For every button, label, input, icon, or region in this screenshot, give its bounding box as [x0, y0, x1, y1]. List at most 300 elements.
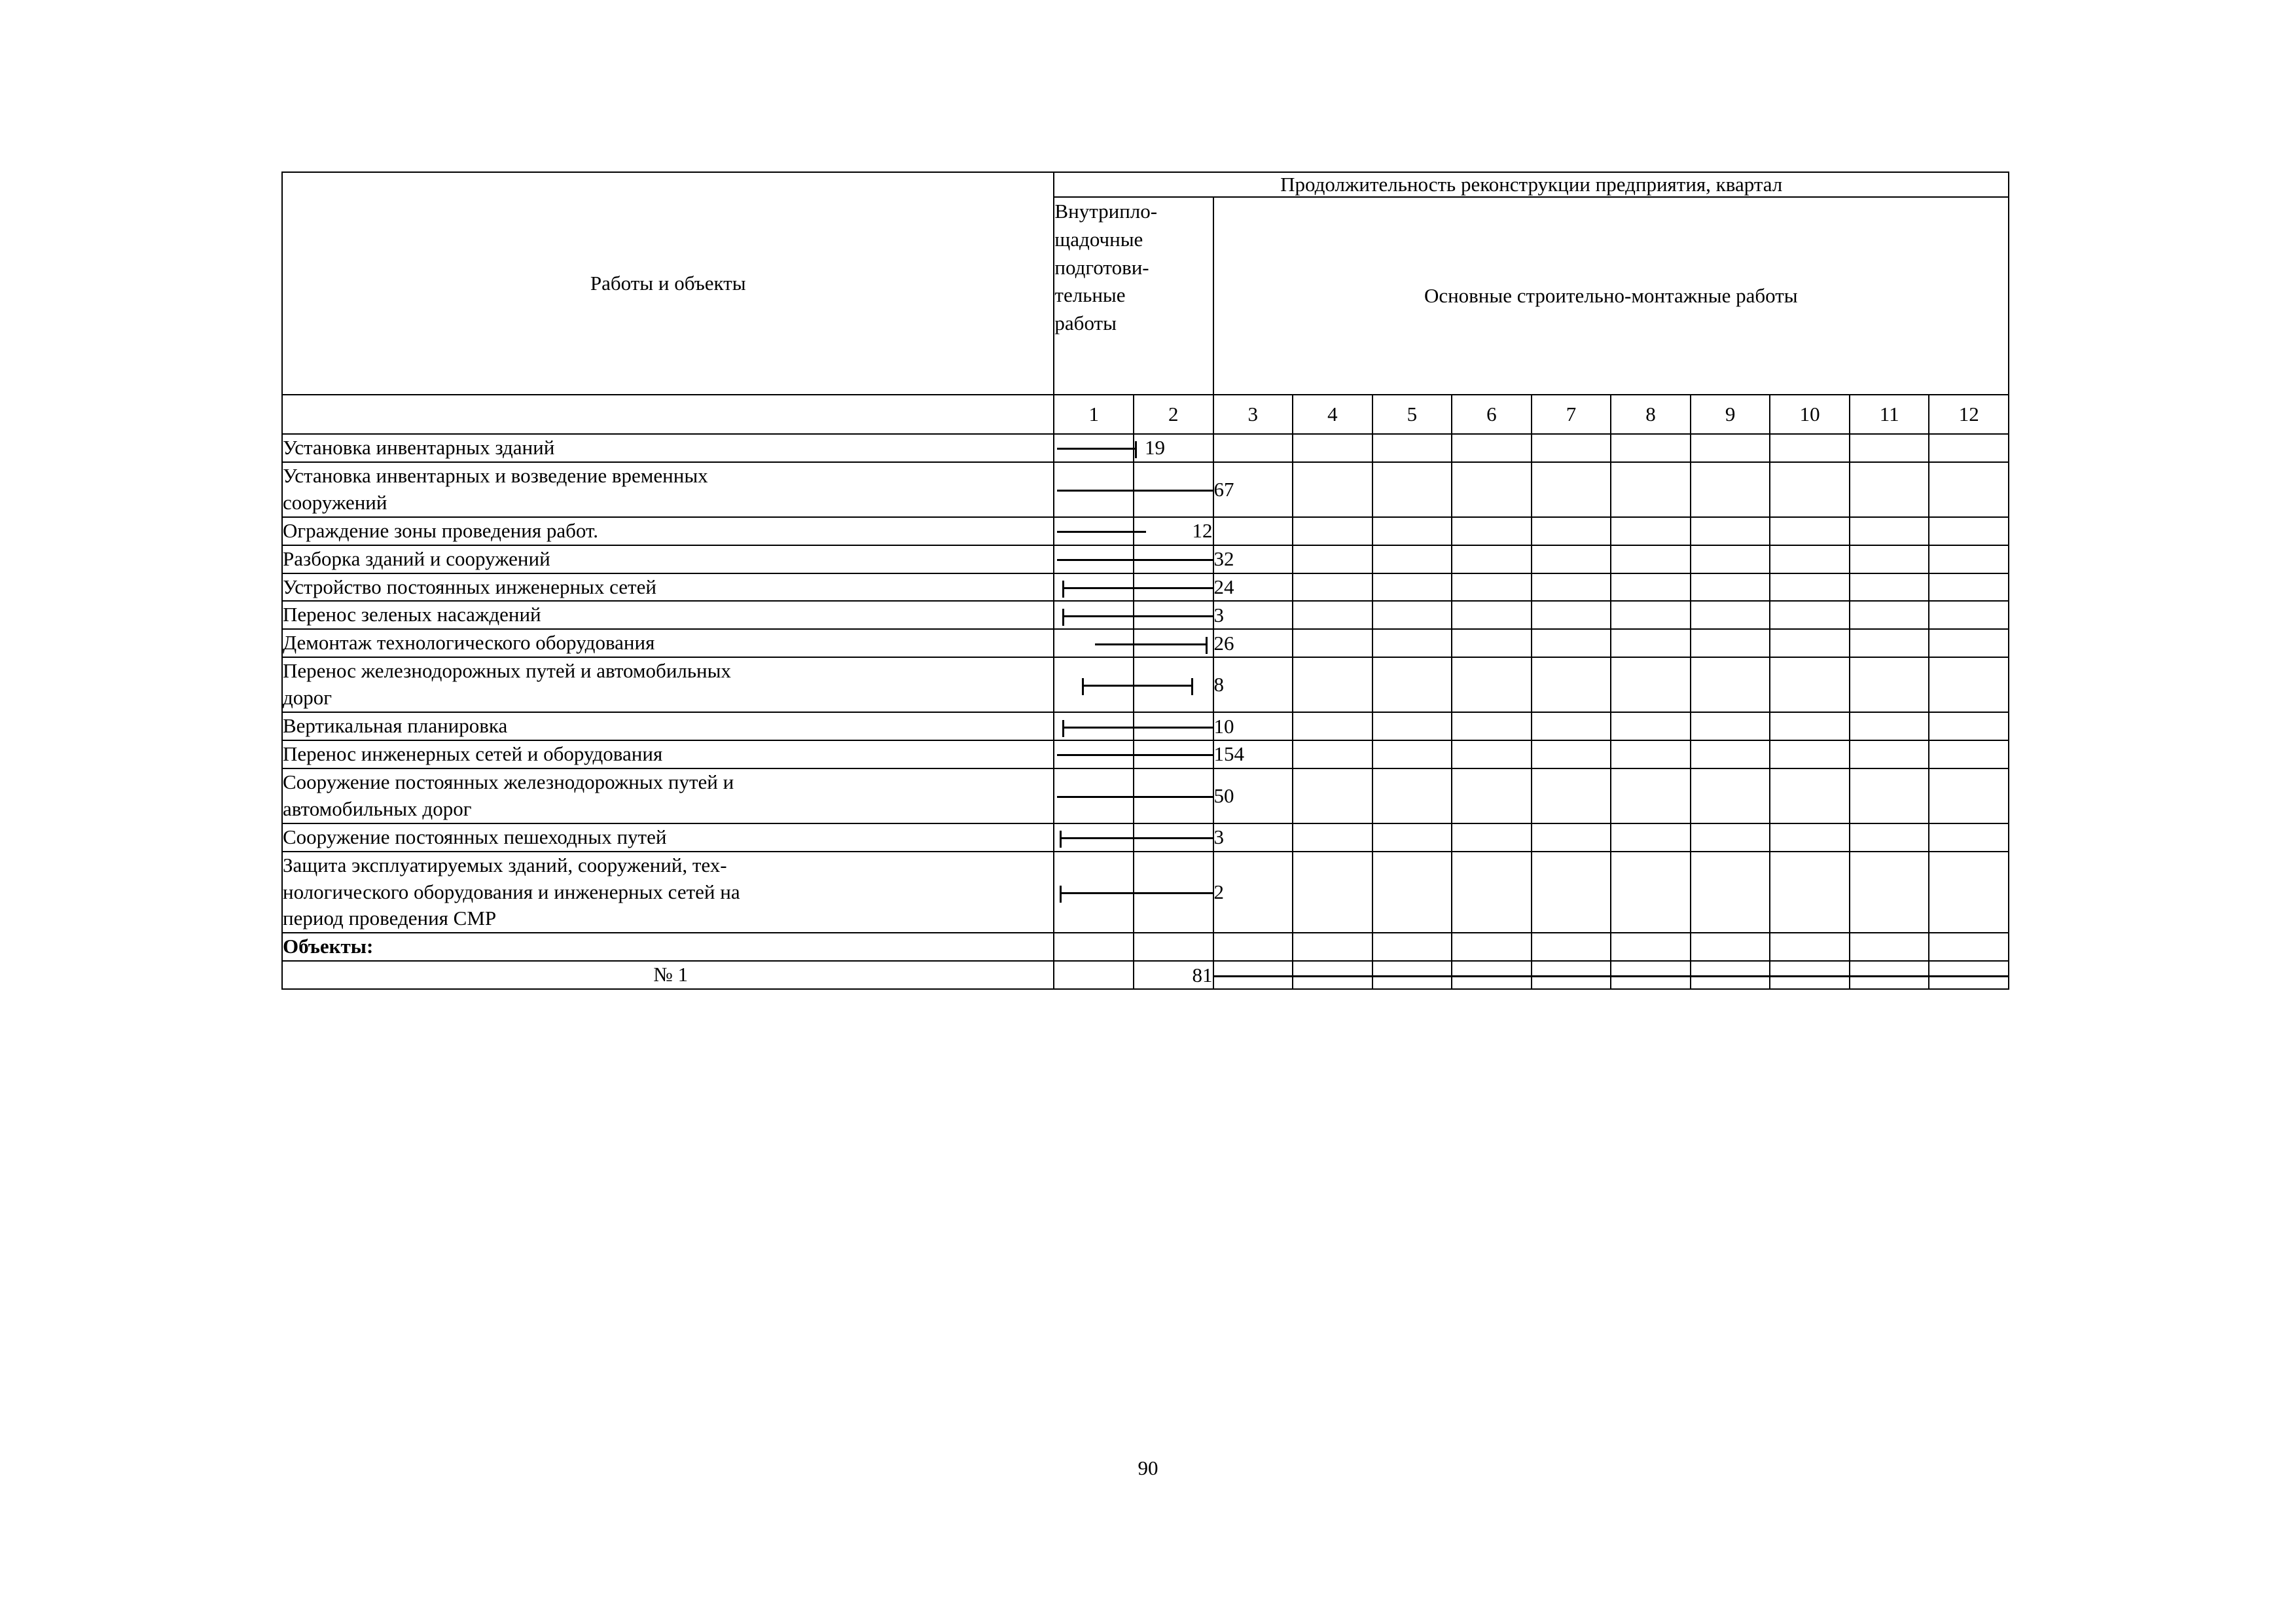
task-line: Сооружение постоянных пешеходных путей [283, 825, 667, 848]
q-cell [1850, 517, 1929, 545]
header-prep-line-4: тельные [1054, 283, 1126, 307]
duration-value-cell [1213, 740, 1293, 768]
page-number: 90 [1138, 1456, 1158, 1479]
gantt-bar [1928, 975, 2009, 977]
q-cell [1372, 852, 1452, 933]
duration-value-cell [1134, 517, 1213, 545]
q-cell [1929, 434, 2009, 462]
q-cell [1850, 852, 1929, 933]
task-name-cell [282, 740, 1054, 768]
table-row [282, 434, 2009, 462]
q-cell [1611, 629, 1691, 657]
prep-bar-cell-2 [1134, 768, 1213, 823]
q-cell [1293, 933, 1372, 961]
task-line: Установка инвентарных зданий [283, 436, 555, 459]
q-cell [1691, 657, 1770, 712]
q-cell [1611, 823, 1691, 852]
q-cell [1372, 933, 1452, 961]
q-cell [1850, 768, 1929, 823]
q-cell [1929, 573, 2009, 602]
prep-bar-cell-2 [1134, 712, 1213, 740]
prep-bar-cell-2 [1134, 852, 1213, 933]
q-cell [1532, 740, 1611, 768]
table-row [282, 517, 2009, 545]
task-name-cell [282, 961, 1054, 989]
task-name-cell [282, 629, 1054, 657]
q-cell [1532, 434, 1611, 462]
table-row [282, 933, 2009, 961]
q-cell [1611, 740, 1691, 768]
duration-value: 10 [1213, 714, 1234, 738]
duration-value: 26 [1213, 631, 1234, 655]
task-line: Перенос инженерных сетей и оборудования [283, 742, 663, 765]
duration-value-cell [1213, 712, 1293, 740]
gantt-bar [1372, 975, 1453, 977]
q-cell [1293, 712, 1372, 740]
task-line: период проведения СМР [283, 907, 497, 930]
q-cell [1929, 768, 2009, 823]
table-row [282, 740, 2009, 768]
gantt-bar [1057, 559, 1134, 561]
q-cell [1293, 740, 1372, 768]
task-line: сооружений [283, 490, 387, 514]
gantt-bar [1133, 559, 1214, 561]
q-cell [1532, 601, 1611, 629]
q-cell [1850, 823, 1929, 852]
q-cell [1372, 434, 1452, 462]
header-prep-line-2: щадочные [1054, 227, 1143, 251]
task-name-cell [282, 601, 1054, 629]
q-cell [1770, 462, 1850, 517]
duration-value: 3 [1213, 825, 1225, 849]
header-prep-column [1054, 197, 1213, 395]
q-cell [1850, 629, 1929, 657]
table-row [282, 573, 2009, 602]
gantt-bar [1531, 975, 1612, 977]
gantt-bar [1060, 837, 1134, 839]
q-cell [1532, 517, 1611, 545]
task-name-cell [282, 657, 1054, 712]
q-cell [1293, 961, 1372, 989]
task-name-cell [282, 768, 1054, 823]
header-quarter-10: 10 [1770, 395, 1850, 434]
q-cell [1929, 657, 2009, 712]
q-cell [1372, 657, 1452, 712]
task-name-cell [282, 434, 1054, 462]
task-line: автомобильных дорог [283, 797, 472, 820]
q-cell [1372, 462, 1452, 517]
q-cell [1452, 852, 1532, 933]
q-cell [1213, 434, 1293, 462]
q-cell [1611, 657, 1691, 712]
q-cell [1293, 545, 1372, 573]
prep-bar-cell-2 [1134, 933, 1213, 961]
gantt-bar [1610, 975, 1691, 977]
task-line: Разборка зданий и сооружений [283, 547, 550, 570]
task-line: № 1 [653, 963, 689, 986]
q-cell [1293, 434, 1372, 462]
q-cell [1452, 961, 1532, 989]
prep-bar-cell-2 [1134, 462, 1213, 517]
q-cell [1929, 852, 2009, 933]
duration-value-cell [1213, 852, 1293, 933]
q-cell [1691, 462, 1770, 517]
q-cell [1213, 961, 1293, 989]
gantt-bar-end [1132, 448, 1137, 450]
header-duration-title: Продолжительность реконструкции предприятия, квартал [1054, 172, 2009, 197]
task-name-cell [282, 712, 1054, 740]
q-cell [1929, 933, 2009, 961]
prep-bar-cell-1 [1054, 629, 1134, 657]
table-header [282, 172, 2009, 434]
task-line: Объекты: [283, 935, 374, 958]
gantt-bar [1062, 615, 1134, 617]
duration-value-cell [1213, 573, 1293, 602]
task-line: Устройство постоянных инженерных сетей [283, 575, 656, 598]
duration-value-cell [1213, 657, 1293, 712]
q-cell [1770, 573, 1850, 602]
header-row-title [282, 172, 2009, 197]
q-cell [1850, 657, 1929, 712]
q-cell [1691, 573, 1770, 602]
gantt-table-container [281, 171, 2009, 990]
duration-value: 81 [1192, 963, 1213, 986]
gantt-bar [1133, 615, 1214, 617]
duration-value: 32 [1213, 547, 1234, 571]
gantt-bar [1057, 448, 1134, 450]
gantt-bar [1062, 587, 1134, 589]
q-cell [1850, 712, 1929, 740]
gantt-bar [1690, 975, 1771, 977]
prep-bar-cell-2 [1134, 573, 1213, 602]
task-name-cell [282, 823, 1054, 852]
table-body [282, 434, 2009, 989]
q-cell [1770, 629, 1850, 657]
prep-bar-cell-1 [1054, 961, 1134, 989]
gantt-bar [1057, 490, 1134, 492]
q-cell [1293, 852, 1372, 933]
task-line: Перенос железнодорожных путей и автомобильных [283, 659, 731, 683]
header-quarter-12: 12 [1929, 395, 2009, 434]
prep-bar-cell-1 [1054, 740, 1134, 768]
q-cell [1611, 434, 1691, 462]
q-cell [1770, 517, 1850, 545]
prep-bar-cell-2 [1134, 823, 1213, 852]
gantt-bar [1060, 892, 1134, 894]
q-cell [1532, 545, 1611, 573]
duration-value: 24 [1213, 575, 1234, 598]
header-quarter-label [282, 395, 1054, 434]
q-cell [1691, 852, 1770, 933]
prep-bar-cell-2 [1134, 740, 1213, 768]
task-line: Демонтаж технологического оборудования [283, 631, 655, 655]
header-quarter-1: 1 [1054, 395, 1134, 434]
q-cell [1929, 601, 2009, 629]
table-row [282, 601, 2009, 629]
task-line: Сооружение постоянных железнодорожных путей и [283, 770, 734, 793]
q-cell [1452, 740, 1532, 768]
gantt-bar [1133, 587, 1214, 589]
prep-bar-cell-1 [1054, 768, 1134, 823]
q-cell [1691, 434, 1770, 462]
task-name-cell [282, 933, 1054, 961]
q-cell [1770, 712, 1850, 740]
task-line: Ограждение зоны проведения работ. [283, 518, 598, 542]
q-cell [1850, 462, 1929, 517]
q-cell [1929, 517, 2009, 545]
duration-value-cell [1134, 434, 1213, 462]
table-row [282, 961, 2009, 989]
q-cell [1532, 768, 1611, 823]
prep-bar-cell-1 [1054, 712, 1134, 740]
q-cell [1691, 823, 1770, 852]
header-quarter-7: 7 [1532, 395, 1611, 434]
q-cell [1691, 933, 1770, 961]
header-quarter-3: 3 [1213, 395, 1293, 434]
q-cell [1532, 852, 1611, 933]
q-cell [1452, 601, 1532, 629]
q-cell [1213, 933, 1293, 961]
task-line: Защита эксплуатируемых зданий, сооружений, тех- [283, 853, 727, 876]
prep-bar-cell-1 [1054, 434, 1134, 462]
q-cell [1372, 573, 1452, 602]
prep-bar-cell-1 [1054, 933, 1134, 961]
q-cell [1293, 462, 1372, 517]
q-cell [1452, 629, 1532, 657]
gantt-bar [1133, 796, 1214, 798]
q-cell [1850, 573, 1929, 602]
task-name-cell [282, 852, 1054, 933]
prep-bar-cell-1 [1054, 657, 1134, 712]
header-main-works: Основные строительно-монтажные работы [1213, 197, 2009, 395]
header-task-column: Работы и объекты [282, 172, 1054, 395]
q-cell [1452, 545, 1532, 573]
q-cell [1929, 740, 2009, 768]
q-cell [1611, 961, 1691, 989]
duration-value: 50 [1213, 784, 1234, 807]
q-cell [1691, 545, 1770, 573]
q-cell [1770, 545, 1850, 573]
header-prep-line-3: подготови- [1054, 255, 1149, 279]
header-quarter-5: 5 [1372, 395, 1452, 434]
q-cell [1293, 573, 1372, 602]
prep-bar-cell-1 [1054, 852, 1134, 933]
duration-value-cell [1213, 823, 1293, 852]
q-cell [1691, 629, 1770, 657]
q-cell [1770, 434, 1850, 462]
prep-bar-cell-2 [1134, 601, 1213, 629]
header-quarter-6: 6 [1452, 395, 1532, 434]
duration-value-cell [1213, 629, 1293, 657]
q-cell [1452, 657, 1532, 712]
task-name-cell [282, 517, 1054, 545]
q-cell [1293, 601, 1372, 629]
reconstruction-schedule-table [281, 171, 2009, 990]
gantt-bar [1133, 754, 1214, 756]
q-cell [1293, 517, 1372, 545]
q-cell [1532, 657, 1611, 712]
duration-value: 154 [1213, 742, 1245, 766]
q-cell [1770, 961, 1850, 989]
q-cell [1611, 545, 1691, 573]
q-cell [1611, 852, 1691, 933]
header-row-quarters [282, 395, 2009, 434]
q-cell [1532, 712, 1611, 740]
gantt-bar [1082, 685, 1134, 687]
q-cell [1372, 823, 1452, 852]
q-cell [1452, 517, 1532, 545]
q-cell [1770, 601, 1850, 629]
gantt-bar [1133, 643, 1208, 645]
gantt-bar [1213, 975, 1294, 977]
task-line: Перенос зеленых насаждений [283, 603, 541, 626]
q-cell [1611, 573, 1691, 602]
q-cell [1293, 629, 1372, 657]
duration-value: 67 [1213, 477, 1234, 501]
q-cell [1611, 601, 1691, 629]
table-row [282, 629, 2009, 657]
duration-value: 19 [1144, 436, 1165, 460]
gantt-bar [1133, 685, 1193, 687]
duration-value-cell [1213, 768, 1293, 823]
q-cell [1372, 545, 1452, 573]
gantt-bar [1095, 643, 1134, 645]
q-cell [1532, 933, 1611, 961]
q-cell [1691, 712, 1770, 740]
q-cell [1929, 462, 2009, 517]
gantt-bar [1849, 975, 1930, 977]
prep-bar-cell-1 [1054, 823, 1134, 852]
gantt-bar [1292, 975, 1373, 977]
header-quarter-9: 9 [1691, 395, 1770, 434]
gantt-bar [1769, 975, 1850, 977]
q-cell [1929, 545, 2009, 573]
table-row [282, 462, 2009, 517]
q-cell [1293, 768, 1372, 823]
duration-value: 8 [1213, 673, 1225, 696]
q-cell [1611, 517, 1691, 545]
q-cell [1372, 768, 1452, 823]
duration-value: 12 [1192, 519, 1213, 543]
task-line: Вертикальная планировка [283, 714, 508, 738]
table-row [282, 712, 2009, 740]
table-row [282, 768, 2009, 823]
q-cell [1691, 517, 1770, 545]
q-cell [1452, 823, 1532, 852]
q-cell [1452, 462, 1532, 517]
q-cell [1452, 712, 1532, 740]
gantt-bar [1062, 727, 1134, 729]
q-cell [1770, 852, 1850, 933]
task-name-cell [282, 573, 1054, 602]
q-cell [1770, 823, 1850, 852]
q-cell [1691, 768, 1770, 823]
q-cell [1850, 740, 1929, 768]
q-cell [1770, 657, 1850, 712]
q-cell [1372, 601, 1452, 629]
header-quarter-2: 2 [1134, 395, 1213, 434]
q-cell [1770, 740, 1850, 768]
q-cell [1611, 768, 1691, 823]
q-cell [1452, 933, 1532, 961]
gantt-bar [1133, 490, 1214, 492]
prep-bar-cell-1 [1054, 601, 1134, 629]
header-quarter-11: 11 [1850, 395, 1929, 434]
q-cell [1770, 768, 1850, 823]
prep-bar-cell-2 [1134, 657, 1213, 712]
task-line: Установка инвентарных и возведение временных [283, 463, 708, 487]
q-cell [1770, 933, 1850, 961]
task-name-cell [282, 462, 1054, 517]
duration-value: 2 [1213, 880, 1225, 903]
task-line: нологического оборудования и инженерных сетей на [283, 880, 740, 903]
gantt-bar-end [1133, 531, 1146, 533]
header-prep-line-5: работы [1054, 312, 1117, 335]
q-cell [1452, 434, 1532, 462]
q-cell [1532, 462, 1611, 517]
q-cell [1372, 629, 1452, 657]
duration-value-cell [1213, 545, 1293, 573]
q-cell [1452, 573, 1532, 602]
q-cell [1691, 740, 1770, 768]
q-cell [1532, 629, 1611, 657]
q-cell [1611, 933, 1691, 961]
table-row [282, 852, 2009, 933]
q-cell [1611, 712, 1691, 740]
prep-bar-cell-2 [1134, 629, 1213, 657]
header-prep-line-1: Внутрипло- [1054, 200, 1158, 223]
gantt-bar [1133, 727, 1214, 729]
prep-bar-cell-1 [1054, 573, 1134, 602]
q-cell [1850, 601, 1929, 629]
q-cell [1929, 629, 2009, 657]
prep-bar-cell-2 [1134, 545, 1213, 573]
table-row [282, 823, 2009, 852]
prep-bar-cell-1 [1054, 517, 1134, 545]
task-line: дорог [283, 686, 332, 710]
q-cell [1850, 933, 1929, 961]
q-cell [1611, 462, 1691, 517]
q-cell [1850, 545, 1929, 573]
duration-value-cell [1213, 601, 1293, 629]
q-cell [1293, 823, 1372, 852]
header-quarter-8: 8 [1611, 395, 1691, 434]
gantt-bar [1451, 975, 1532, 977]
table-row [282, 545, 2009, 573]
q-cell [1929, 712, 2009, 740]
duration-value-cell [1213, 462, 1293, 517]
q-cell [1532, 823, 1611, 852]
q-cell [1532, 573, 1611, 602]
gantt-bar [1133, 837, 1214, 839]
q-cell [1929, 823, 2009, 852]
duration-value-cell [1134, 961, 1213, 989]
q-cell [1850, 961, 1929, 989]
gantt-bar [1057, 754, 1134, 756]
gantt-bar [1057, 796, 1134, 798]
q-cell [1372, 961, 1452, 989]
q-cell [1532, 961, 1611, 989]
q-cell [1213, 517, 1293, 545]
table-row [282, 657, 2009, 712]
prep-bar-cell-1 [1054, 545, 1134, 573]
q-cell [1691, 601, 1770, 629]
gantt-bar [1133, 892, 1214, 894]
q-cell [1372, 517, 1452, 545]
prep-bar-cell-1 [1054, 462, 1134, 517]
q-cell [1372, 740, 1452, 768]
q-cell [1372, 712, 1452, 740]
